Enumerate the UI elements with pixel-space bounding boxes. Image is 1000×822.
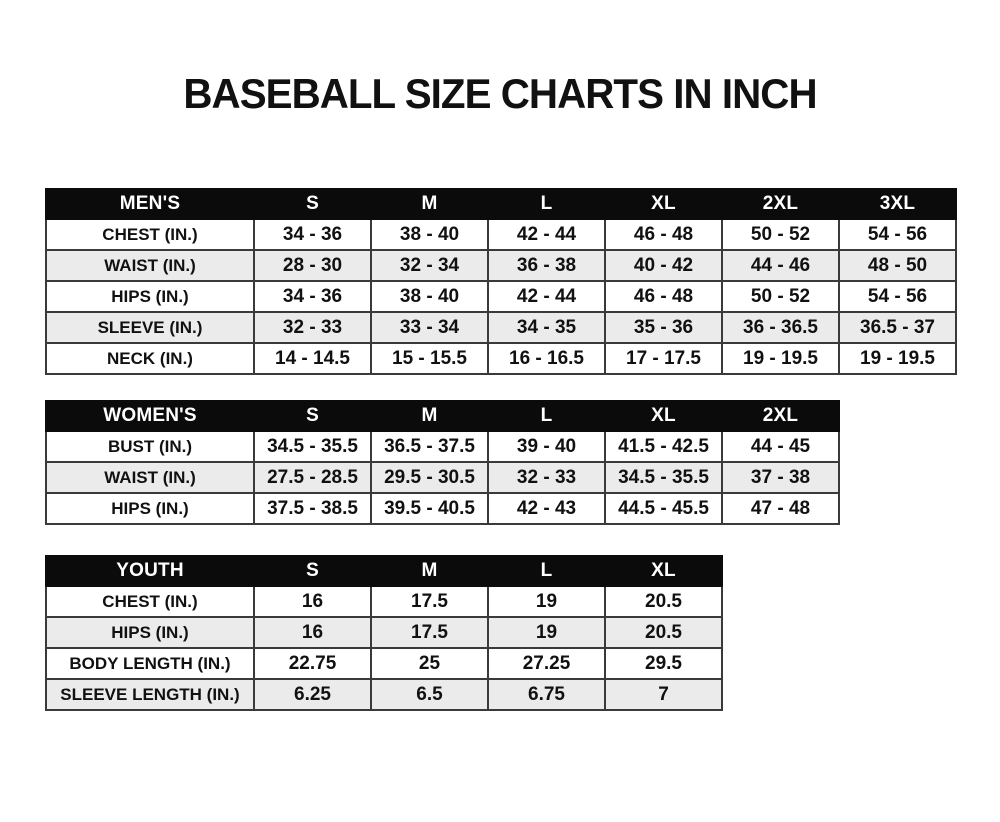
table-title-cell: MEN'S [46, 189, 254, 219]
row-label-cell: SLEEVE LENGTH (IN.) [46, 679, 254, 710]
value-cell: 28 - 30 [254, 250, 371, 281]
size-col-header: XL [605, 556, 722, 586]
value-cell: 36.5 - 37.5 [371, 431, 488, 462]
table-row [46, 431, 839, 462]
value-cell: 19 [488, 617, 605, 648]
value-cell: 17.5 [371, 586, 488, 617]
table-row [46, 462, 839, 493]
value-cell: 20.5 [605, 617, 722, 648]
size-col-header: 2XL [722, 189, 839, 219]
value-cell: 34 - 36 [254, 219, 371, 250]
value-cell: 40 - 42 [605, 250, 722, 281]
value-cell: 17 - 17.5 [605, 343, 722, 374]
page-title: BASEBALL SIZE CHARTS IN INCH [183, 70, 817, 117]
value-cell: 35 - 36 [605, 312, 722, 343]
table-row [46, 493, 839, 524]
table-title-cell: WOMEN'S [46, 401, 254, 431]
value-cell: 44 - 46 [722, 250, 839, 281]
value-cell: 27.5 - 28.5 [254, 462, 371, 493]
value-cell: 37 - 38 [722, 462, 839, 493]
row-label-cell: NECK (IN.) [46, 343, 254, 374]
size-col-header: M [371, 401, 488, 431]
value-cell: 29.5 - 30.5 [371, 462, 488, 493]
womens-size-table [45, 400, 840, 525]
value-cell: 44.5 - 45.5 [605, 493, 722, 524]
mens-header-row [46, 189, 956, 219]
table-row [46, 648, 722, 679]
size-col-header: M [371, 556, 488, 586]
size-col-header: 2XL [722, 401, 839, 431]
row-label-cell: HIPS (IN.) [46, 281, 254, 312]
value-cell: 32 - 34 [371, 250, 488, 281]
row-label-cell: WAIST (IN.) [46, 250, 254, 281]
mens-size-table [45, 188, 957, 375]
size-col-header: M [371, 189, 488, 219]
youth-size-table [45, 555, 723, 711]
value-cell: 36 - 36.5 [722, 312, 839, 343]
value-cell: 6.5 [371, 679, 488, 710]
value-cell: 36 - 38 [488, 250, 605, 281]
value-cell: 36.5 - 37 [839, 312, 956, 343]
value-cell: 19 - 19.5 [722, 343, 839, 374]
value-cell: 39.5 - 40.5 [371, 493, 488, 524]
youth-header-row [46, 556, 722, 586]
value-cell: 27.25 [488, 648, 605, 679]
value-cell: 48 - 50 [839, 250, 956, 281]
value-cell: 54 - 56 [839, 219, 956, 250]
size-col-header: L [488, 189, 605, 219]
value-cell: 14 - 14.5 [254, 343, 371, 374]
value-cell: 19 [488, 586, 605, 617]
value-cell: 32 - 33 [254, 312, 371, 343]
table-row [46, 343, 956, 374]
value-cell: 34.5 - 35.5 [254, 431, 371, 462]
value-cell: 32 - 33 [488, 462, 605, 493]
value-cell: 38 - 40 [371, 281, 488, 312]
value-cell: 6.75 [488, 679, 605, 710]
size-col-header: S [254, 556, 371, 586]
value-cell: 20.5 [605, 586, 722, 617]
size-col-header: S [254, 401, 371, 431]
value-cell: 47 - 48 [722, 493, 839, 524]
value-cell: 54 - 56 [839, 281, 956, 312]
value-cell: 16 - 16.5 [488, 343, 605, 374]
value-cell: 46 - 48 [605, 219, 722, 250]
value-cell: 6.25 [254, 679, 371, 710]
table-row [46, 281, 956, 312]
row-label-cell: HIPS (IN.) [46, 493, 254, 524]
value-cell: 42 - 44 [488, 219, 605, 250]
table-title-cell: YOUTH [46, 556, 254, 586]
womens-header-row [46, 401, 839, 431]
value-cell: 50 - 52 [722, 219, 839, 250]
value-cell: 38 - 40 [371, 219, 488, 250]
value-cell: 41.5 - 42.5 [605, 431, 722, 462]
value-cell: 34.5 - 35.5 [605, 462, 722, 493]
row-label-cell: SLEEVE (IN.) [46, 312, 254, 343]
table-row [46, 586, 722, 617]
value-cell: 34 - 35 [488, 312, 605, 343]
row-label-cell: WAIST (IN.) [46, 462, 254, 493]
value-cell: 25 [371, 648, 488, 679]
value-cell: 17.5 [371, 617, 488, 648]
size-col-header: XL [605, 401, 722, 431]
value-cell: 39 - 40 [488, 431, 605, 462]
value-cell: 46 - 48 [605, 281, 722, 312]
value-cell: 37.5 - 38.5 [254, 493, 371, 524]
value-cell: 44 - 45 [722, 431, 839, 462]
value-cell: 33 - 34 [371, 312, 488, 343]
value-cell: 34 - 36 [254, 281, 371, 312]
value-cell: 19 - 19.5 [839, 343, 956, 374]
value-cell: 29.5 [605, 648, 722, 679]
size-col-header: 3XL [839, 189, 956, 219]
table-row [46, 312, 956, 343]
value-cell: 42 - 44 [488, 281, 605, 312]
value-cell: 42 - 43 [488, 493, 605, 524]
table-row [46, 250, 956, 281]
size-col-header: XL [605, 189, 722, 219]
table-row [46, 617, 722, 648]
size-col-header: L [488, 556, 605, 586]
table-row [46, 219, 956, 250]
value-cell: 16 [254, 586, 371, 617]
value-cell: 50 - 52 [722, 281, 839, 312]
value-cell: 15 - 15.5 [371, 343, 488, 374]
row-label-cell: BODY LENGTH (IN.) [46, 648, 254, 679]
size-charts-container [0, 188, 1000, 711]
value-cell: 22.75 [254, 648, 371, 679]
value-cell: 7 [605, 679, 722, 710]
value-cell: 16 [254, 617, 371, 648]
size-col-header: S [254, 189, 371, 219]
row-label-cell: CHEST (IN.) [46, 586, 254, 617]
row-label-cell: CHEST (IN.) [46, 219, 254, 250]
row-label-cell: HIPS (IN.) [46, 617, 254, 648]
size-col-header: L [488, 401, 605, 431]
row-label-cell: BUST (IN.) [46, 431, 254, 462]
table-row [46, 679, 722, 710]
